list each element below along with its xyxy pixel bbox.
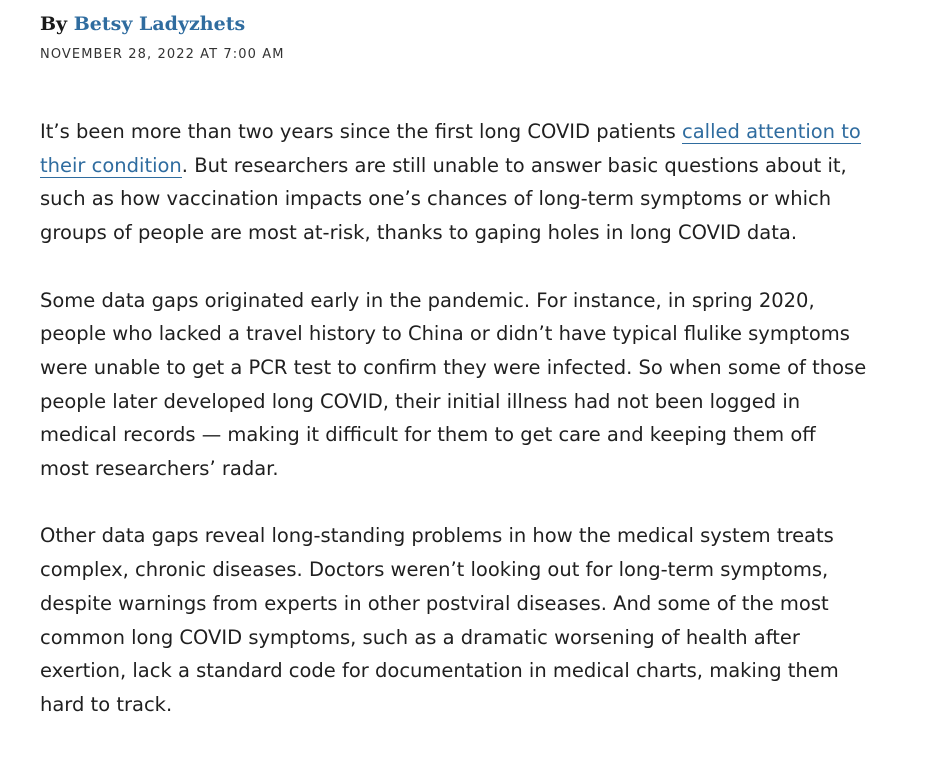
paragraph-1 [40, 115, 870, 250]
article-body [40, 115, 870, 755]
paragraph-2: Some data gaps originated early in the pandemic. For instance, in spring 2020, people who lacked a travel history to China or didn’t have typical flulike symptoms were unable to get a PCR test to confirm they were infected. So when some of those people later developed long COVID, their initial illness had not been logged in medical records — making it difficult for them to get care and keeping them off most researchers’ radar. [40, 288, 867, 481]
byline [40, 9, 245, 39]
byline-prefix: By [40, 13, 68, 35]
paragraph-1-text-before: It’s been more than two years since the first long COVID patients [40, 120, 683, 143]
paragraph-3: Other data gaps reveal long-standing problems in how the medical system treats complex, chronic diseases. Doctors weren’t looking out for long-term symptoms, despite warnings from experts in other postviral diseases. And some of the most common long COVID symptoms, such as a dramatic worsening of health after exertion, lack a standard code for documentation in medical charts, making them hard to track. [40, 524, 839, 716]
paragraph-1-text-after: . But researchers are still unable to answer basic questions about it, such as how vaccination impacts one’s chances of long-term symptoms or which groups of people are most at-risk, thanks to gaping holes in long COVID data. [40, 153, 847, 245]
called-attention-link[interactable]: called attention to their condition [40, 120, 861, 177]
publish-date: NOVEMBER 28, 2022 AT 7:00 AM [40, 47, 285, 62]
author-link[interactable]: Betsy Ladyzhets [73, 13, 246, 35]
